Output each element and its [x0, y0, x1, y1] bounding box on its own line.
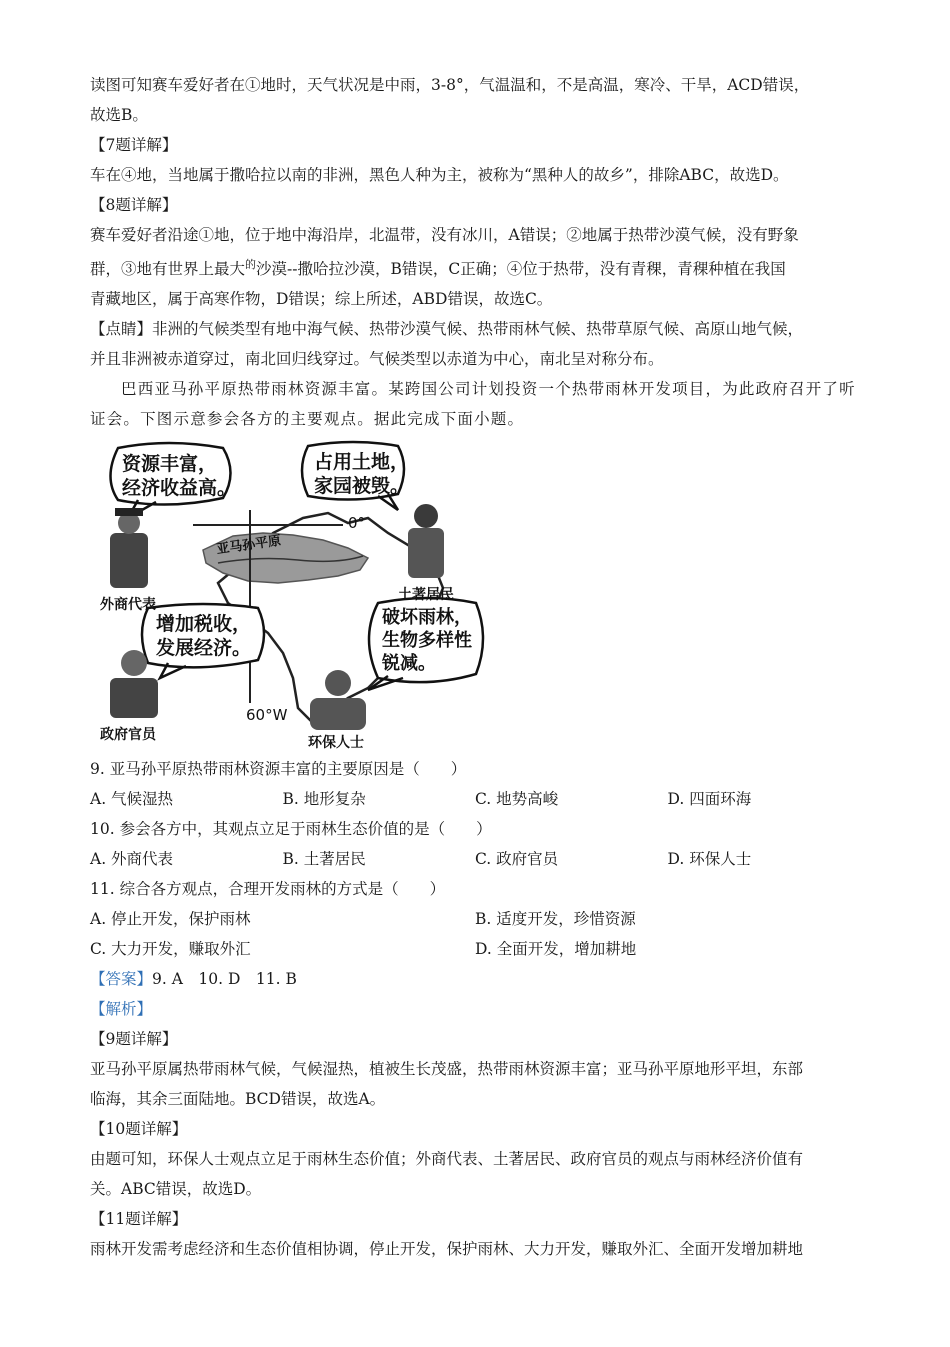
q11-option-c: C. 大力开发，赚取外汇 [90, 940, 251, 959]
intro-line-2: 故选B。 [90, 106, 148, 124]
tip-line-2: 并且非洲被赤道穿过，南北回归线穿过。气候类型以赤道为中心，南北呈对称分布。 [90, 350, 664, 369]
label-env: 环保人士 [308, 735, 364, 752]
q10-option-c: C. 政府官员 [475, 850, 559, 869]
q10-stem: 10. 参会各方中，其观点立足于雨林生态价值的是（ ） [90, 820, 492, 839]
q11-option-b: B. 适度开发，珍惜资源 [475, 910, 636, 929]
q9d-line-2: 临海，其余三面陆地。BCD错误，故选A。 [90, 1090, 386, 1109]
q11-stem: 11. 综合各方观点，合理开发雨林的方式是（ ） [90, 880, 446, 899]
env-figure [310, 670, 366, 730]
bubble-foreign-line-1: 资源丰富， [122, 453, 218, 476]
q10-options [90, 844, 860, 874]
answer-line [90, 964, 860, 994]
passage-line-1: 巴西亚马孙平原热带雨林资源丰富。某跨国公司计划投资一个热带雨林开发项目，为此政府召开了听 [121, 380, 856, 399]
q8-line-3: 青藏地区，属于高寒作物，D错误；综上所述，ABD错误，故选C。 [90, 290, 553, 309]
intro-line-1: 读图可知赛车爱好者在①地时，天气状况是中雨，3-8°，气温温和，不是高温，寒冷、干旱，ACD错误， [90, 76, 810, 94]
bubble-env-line-1: 破坏雨林， [382, 607, 472, 629]
q9-option-d: D. 四面环海 [667, 790, 752, 809]
q7-text: 车在④地，当地属于撒哈拉以南的非洲，黑色人种为主，被称为“黑种人的故乡”，排除ABC，故选D。 [90, 166, 789, 184]
q9-option-c: C. 地势高峻 [475, 790, 559, 809]
q11d-line-1: 雨林开发需考虑经济和生态价值相协调，停止开发，保护雨林、大力开发，赚取外汇、全面开发增加耕地 [90, 1240, 804, 1259]
bubble-native-line-1: 占用土地， [314, 451, 410, 474]
q8-mark: 的 [245, 258, 257, 271]
passage-line-2: 证会。下图示意参会各方的主要观点。据此完成下面小题。 [90, 410, 525, 429]
q7-heading: 【7题详解】 [90, 136, 178, 154]
bubble-gov-text [156, 612, 251, 660]
q8-line-1: 赛车爱好者沿途①地，位于地中海沿岸，北温带，没有冰川，A错误；②地属于热带沙漠气候，没有野象 [90, 226, 799, 244]
rainforest-hearing-figure [98, 438, 498, 750]
q9-option-b: B. 地形复杂 [282, 790, 366, 809]
native-figure [408, 504, 444, 578]
q8-line-2b: 沙漠--撒哈拉沙漠，B错误，C正确；④位于热带，没有青稞，青稞种植在我国 [256, 260, 786, 279]
label-native: 土著居民 [398, 587, 454, 604]
label-meridian: 60°W [246, 706, 288, 725]
q10d-line-1: 由题可知，环保人士观点立足于雨林生态价值；外商代表、土著居民、政府官员的观点与雨林经济价值有 [90, 1150, 804, 1169]
analysis-tag: 【解析】 [90, 1000, 153, 1019]
q9-stem: 9. 亚马孙平原热带雨林资源丰富的主要原因是（ ） [90, 760, 467, 779]
q8-line-2 [90, 250, 860, 284]
q10d-line-2: 关。ABC错误，故选D。 [90, 1180, 262, 1199]
bubble-gov-line-2: 发展经济。 [156, 637, 252, 660]
q8-line-2a: 群，③地有世界上最大 [90, 260, 246, 279]
q11-options-row-2 [90, 934, 860, 964]
label-amazon-plain: 亚马孙平原 [215, 533, 283, 558]
answer-tag: 【答案】 [90, 970, 153, 989]
label-equator: 0° [348, 514, 366, 533]
document-page [90, 70, 860, 1264]
q11-options-row-1 [90, 904, 860, 934]
bubble-native-line-2: 家园被毁。 [314, 475, 410, 498]
q10-option-d: D. 环保人士 [667, 850, 752, 869]
q10-option-a: A. 外商代表 [90, 850, 174, 869]
q9d-heading: 【9题详解】 [90, 1030, 178, 1049]
q10-option-b: B. 土著居民 [282, 850, 366, 869]
bubble-foreign-line-2: 经济收益高。 [122, 477, 237, 500]
bubble-env-line-2: 生物多样性 [382, 630, 472, 652]
bubble-foreign-text [122, 452, 236, 500]
tip-line-1: 【点睛】非洲的气候类型有地中海气候、热带沙漠气候、热带雨林气候、热带草原气候、高原山地气候， [90, 320, 804, 339]
bubble-gov-line-1: 增加税收， [156, 613, 252, 636]
q11d-heading: 【11题详解】 [90, 1210, 188, 1229]
q9d-line-1: 亚马孙平原属热带雨林气候，气候湿热，植被生长茂盛，热带雨林资源丰富；亚马孙平原地形平坦，东部 [90, 1060, 804, 1079]
answer-text: 9. A 10. D 11. B [152, 970, 297, 989]
label-gov-official: 政府官员 [100, 727, 156, 744]
q9-option-a: A. 气候湿热 [90, 790, 174, 809]
bubble-env-line-3: 锐减。 [382, 653, 436, 675]
q11-option-a: A. 停止开发，保护雨林 [90, 910, 251, 929]
label-foreign-rep: 外商代表 [100, 597, 156, 614]
bubble-env-text [382, 606, 472, 675]
q9-options [90, 784, 860, 814]
q11-option-d: D. 全面开发，增加耕地 [475, 940, 637, 959]
bubble-native-text [314, 450, 409, 498]
q10d-heading: 【10题详解】 [90, 1120, 188, 1139]
foreign-rep-figure [110, 508, 148, 588]
q8-heading: 【8题详解】 [90, 196, 178, 214]
